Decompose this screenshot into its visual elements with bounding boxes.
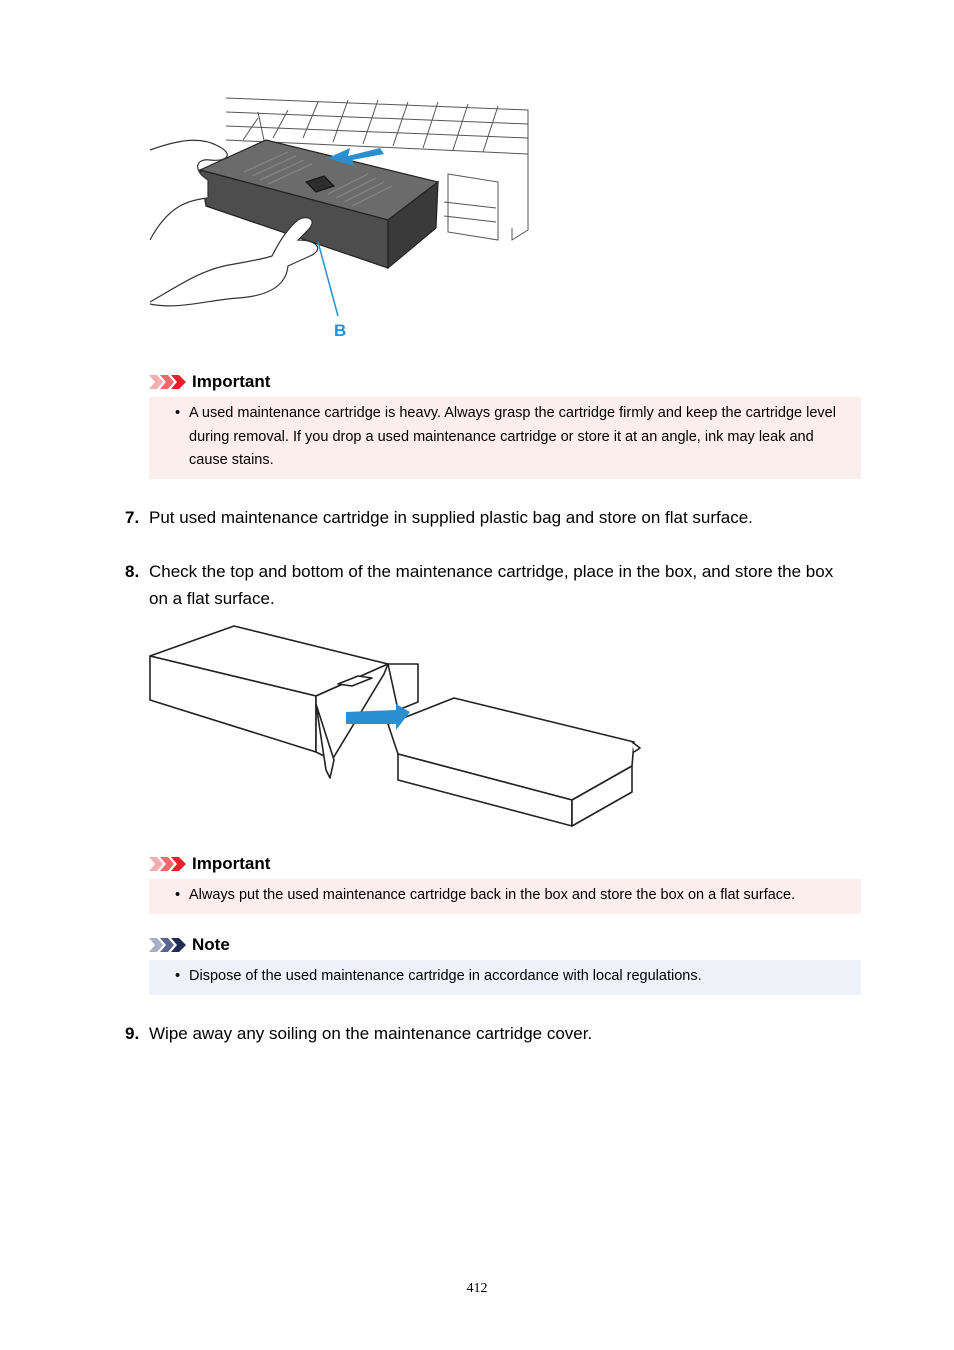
important-bullet-text: Always put the used maintenance cartridge back in the box and store the box on a flat surface.: [189, 887, 796, 903]
important-box: [149, 879, 861, 914]
note-box: [149, 960, 861, 995]
step-9: [125, 1020, 855, 1047]
important-heading-label: Important: [192, 854, 271, 873]
step-text: Check the top and bottom of the maintenance cartridge, place in the box, and store the box on a flat surface.: [149, 562, 834, 608]
figure-cartridge-in-box: [148, 620, 648, 832]
important-chevrons-icon: [149, 855, 187, 873]
figure-remove-cartridge: [148, 90, 532, 342]
important-bullet-text: A used maintenance cartridge is heavy. Always grasp the cartridge firmly and keep the cartridge level during removal. If you drop a used maintenance cartridge or store it at an angle, ink may leak and cause stains.: [189, 405, 836, 468]
bullet-dot: •: [175, 405, 181, 421]
step-7: [125, 504, 855, 531]
bullet-dot: •: [175, 887, 181, 903]
bullet-dot: •: [175, 968, 181, 984]
step-number: 7.: [125, 508, 140, 527]
important-heading: [149, 370, 270, 394]
important-chevrons-icon: [149, 373, 187, 391]
note-heading-label: Note: [192, 935, 230, 954]
step-text: Put used maintenance cartridge in supplied plastic bag and store on flat surface.: [149, 508, 753, 527]
step-number: 9.: [125, 1024, 140, 1043]
page-number: 412: [466, 1281, 488, 1296]
step-text: Wipe away any soiling on the maintenance cartridge cover.: [149, 1024, 593, 1043]
step-8: [125, 558, 855, 612]
note-heading: [149, 933, 230, 957]
note-chevrons-icon: [149, 936, 187, 954]
important-box: [149, 397, 861, 479]
note-bullet-text: Dispose of the used maintenance cartridge in accordance with local regulations.: [189, 968, 702, 984]
important-heading: [149, 852, 270, 876]
callout-letter-b: B: [334, 321, 347, 340]
step-number: 8.: [125, 562, 140, 581]
important-heading-label: Important: [192, 372, 271, 391]
